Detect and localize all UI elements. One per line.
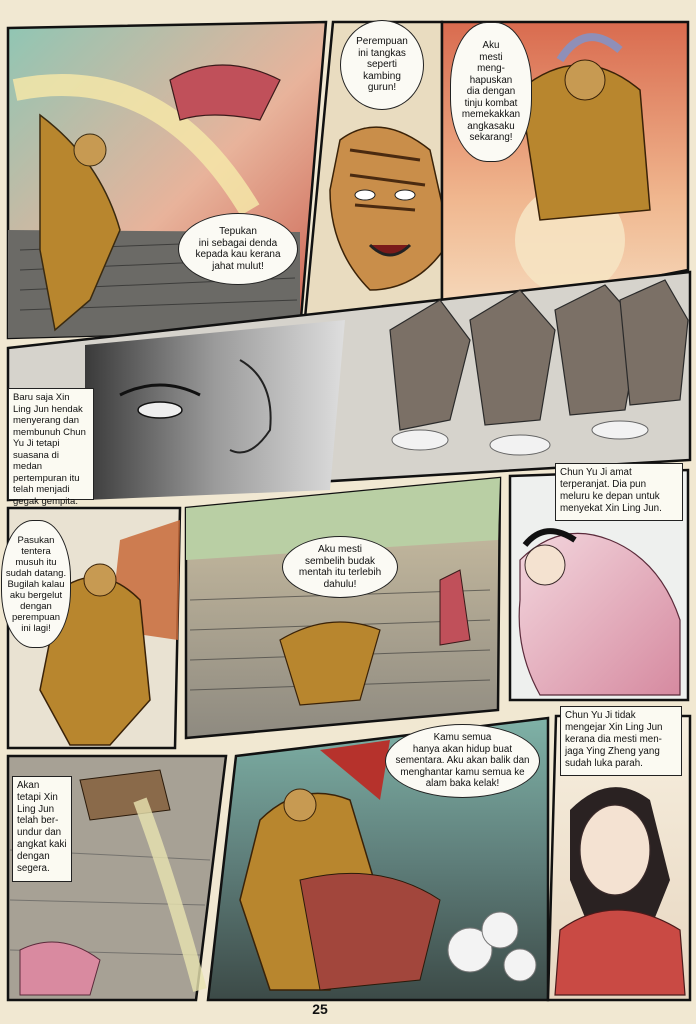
giant-face-closeup <box>85 320 345 500</box>
caption-p8: Akan tetapi Xin Ling Jun telah ber- undur dan angkat kaki dengan segera. <box>12 776 72 882</box>
chun-yu-ji-face <box>580 805 650 895</box>
speech-bubble-p9: Kamu semua hanya akan hidup buat sementara. Aku akan balik dan menghantar kamu semua ke alam baka kelak! <box>385 724 540 798</box>
speech-bubble-p2: Perempuan ini tangkas seperti kambing gurun! <box>340 20 424 110</box>
caption-p10: Chun Yu Ji tidak mengejar Xin Ling Jun kerana dia mesti men- jaga Ying Zheng yang sudah luka parah. <box>560 706 682 776</box>
panel-1 <box>8 22 326 338</box>
speech-bubble-p6: Aku mesti sembelih budak mentah itu terlebih dahulu! <box>282 536 398 598</box>
speech-bubble-p3: Aku mesti meng- hapuskan dia dengan tinju kombat memekakkan angkasaku sekarang! <box>450 22 532 162</box>
caption-p4: Baru saja Xin Ling Jun hendak menyerang dan membunuh Chun Yu Ji tetapi suasana di medan pertempuran itu telah menjadi gegak gempita. <box>8 388 94 500</box>
speech-bubble-p5: Pasukan tentera musuh itu sudah datang. Bugilah kalau aku bergelut dengan perempuan ini lagi! <box>1 520 71 648</box>
caption-p7: Chun Yu Ji amat terperanjat. Dia pun meluru ke depan untuk menyekat Xin Ling Jun. <box>555 463 683 521</box>
panel-6 <box>186 478 500 738</box>
page-number: 25 <box>312 1001 328 1017</box>
leaping-heroine <box>170 65 280 120</box>
speech-bubble-p1: Tepukan ini sebagai denda kepada kau kerana jahat mulut! <box>178 213 298 285</box>
